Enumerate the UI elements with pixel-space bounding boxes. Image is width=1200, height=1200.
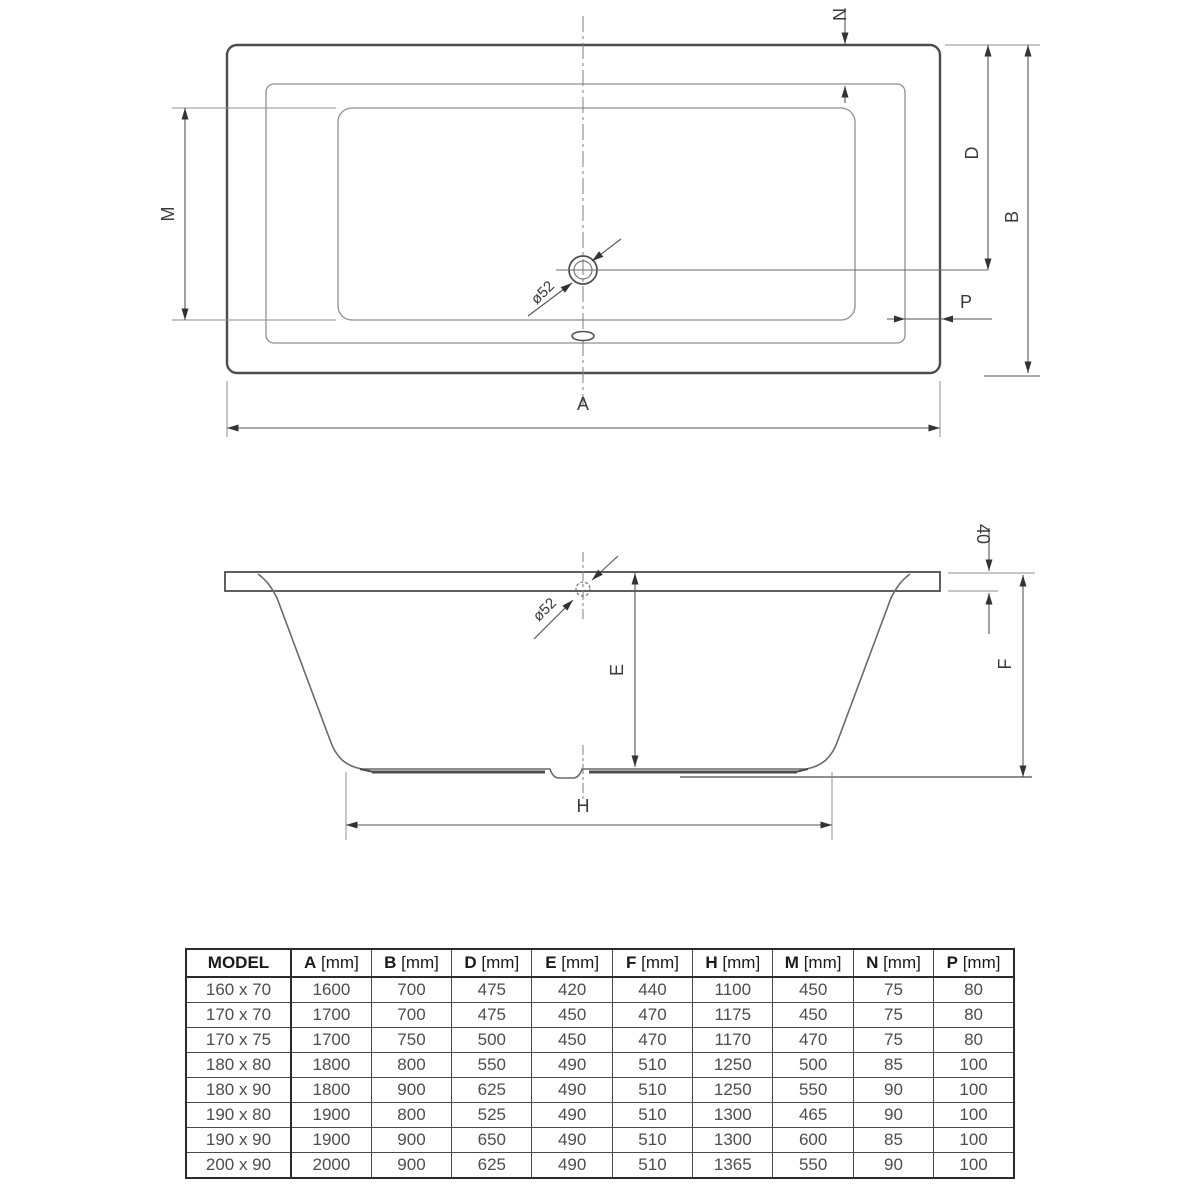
value-cell: 450	[773, 977, 853, 1003]
value-cell: 510	[612, 1128, 692, 1153]
value-cell: 75	[853, 1028, 933, 1053]
value-cell: 490	[532, 1103, 612, 1128]
tub-basin-outline	[338, 108, 855, 320]
table-header-row	[186, 949, 1014, 977]
value-cell: 500	[773, 1053, 853, 1078]
dim-label-m: M	[158, 206, 178, 222]
value-cell: 1600	[291, 977, 371, 1003]
value-cell: 1800	[291, 1078, 371, 1103]
table-row	[186, 1028, 1014, 1053]
value-cell: 500	[452, 1028, 532, 1053]
dim-label-n: N	[829, 8, 849, 21]
model-cell: 190 x 80	[186, 1103, 291, 1128]
dim-p-arrow-left	[894, 316, 905, 323]
value-cell: 510	[612, 1053, 692, 1078]
value-cell: 800	[371, 1053, 451, 1078]
value-cell: 475	[452, 1003, 532, 1028]
value-cell: 625	[452, 1078, 532, 1103]
column-header: MODEL	[186, 949, 291, 977]
column-header: A [mm]	[291, 949, 371, 977]
column-header: B [mm]	[371, 949, 451, 977]
dim-label-b: B	[1002, 210, 1022, 224]
value-cell: 470	[612, 1028, 692, 1053]
value-cell: 1300	[693, 1103, 773, 1128]
value-cell: 550	[773, 1153, 853, 1179]
value-cell: 1175	[693, 1003, 773, 1028]
value-cell: 420	[532, 977, 612, 1003]
value-cell: 75	[853, 1003, 933, 1028]
dim-p-arrow-right	[942, 316, 953, 323]
value-cell: 550	[452, 1053, 532, 1078]
value-cell: 85	[853, 1053, 933, 1078]
dim-label-h: H	[576, 796, 590, 816]
value-cell: 550	[773, 1078, 853, 1103]
value-cell: 1700	[291, 1003, 371, 1028]
value-cell: 1100	[693, 977, 773, 1003]
value-cell: 100	[934, 1153, 1014, 1179]
column-header: F [mm]	[612, 949, 692, 977]
column-header: E [mm]	[532, 949, 612, 977]
value-cell: 900	[371, 1153, 451, 1179]
value-cell: 1170	[693, 1028, 773, 1053]
value-cell: 800	[371, 1103, 451, 1128]
value-cell: 100	[934, 1053, 1014, 1078]
value-cell: 700	[371, 1003, 451, 1028]
value-cell: 490	[532, 1078, 612, 1103]
value-cell: 510	[612, 1103, 692, 1128]
diameter-callout-upper	[592, 239, 621, 261]
value-cell: 600	[773, 1128, 853, 1153]
table-row	[186, 1003, 1014, 1028]
table-row	[186, 1153, 1014, 1179]
value-cell: 90	[853, 1103, 933, 1128]
dim-label-f: F	[995, 658, 1015, 670]
value-cell: 90	[853, 1078, 933, 1103]
value-cell: 1900	[291, 1128, 371, 1153]
value-cell: 490	[532, 1153, 612, 1179]
table-row	[186, 1103, 1014, 1128]
dimensions-table	[185, 948, 1015, 1179]
tub-cross-section-outline	[258, 574, 910, 778]
value-cell: 1250	[693, 1078, 773, 1103]
value-cell: 490	[532, 1053, 612, 1078]
value-cell: 80	[934, 1028, 1014, 1053]
top-view	[158, 8, 1040, 437]
value-cell: 1900	[291, 1103, 371, 1128]
value-cell: 440	[612, 977, 692, 1003]
model-cell: 190 x 90	[186, 1128, 291, 1153]
table-body	[186, 977, 1014, 1178]
drain-diameter-label-side: ø52	[529, 594, 560, 625]
value-cell: 625	[452, 1153, 532, 1179]
table-row	[186, 977, 1014, 1003]
value-cell: 1800	[291, 1053, 371, 1078]
value-cell: 510	[612, 1078, 692, 1103]
value-cell: 450	[532, 1028, 612, 1053]
table-row	[186, 1053, 1014, 1078]
column-header: P [mm]	[934, 949, 1014, 977]
model-cell: 170 x 70	[186, 1003, 291, 1028]
value-cell: 470	[773, 1028, 853, 1053]
value-cell: 465	[773, 1103, 853, 1128]
value-cell: 475	[452, 977, 532, 1003]
column-header: H [mm]	[693, 949, 773, 977]
value-cell: 75	[853, 977, 933, 1003]
model-cell: 180 x 90	[186, 1078, 291, 1103]
value-cell: 1365	[693, 1153, 773, 1179]
value-cell: 900	[371, 1078, 451, 1103]
value-cell: 510	[612, 1153, 692, 1179]
value-cell: 2000	[291, 1153, 371, 1179]
column-header: D [mm]	[452, 949, 532, 977]
overflow-symbol	[572, 332, 594, 341]
value-cell: 100	[934, 1078, 1014, 1103]
dim-label-e: E	[607, 663, 627, 677]
value-cell: 470	[612, 1003, 692, 1028]
value-cell: 700	[371, 977, 451, 1003]
value-cell: 80	[934, 1003, 1014, 1028]
value-cell: 100	[934, 1103, 1014, 1128]
table-row	[186, 1078, 1014, 1103]
column-header: N [mm]	[853, 949, 933, 977]
dim-label-p: P	[959, 292, 973, 312]
value-cell: 450	[532, 1003, 612, 1028]
value-cell: 450	[773, 1003, 853, 1028]
value-cell: 1700	[291, 1028, 371, 1053]
value-cell: 80	[934, 977, 1014, 1003]
dim-label-a: A	[576, 394, 590, 414]
dim-label-40: 40	[973, 524, 993, 545]
table-row	[186, 1128, 1014, 1153]
value-cell: 900	[371, 1128, 451, 1153]
value-cell: 650	[452, 1128, 532, 1153]
value-cell: 525	[452, 1103, 532, 1128]
model-cell: 160 x 70	[186, 977, 291, 1003]
value-cell: 490	[532, 1128, 612, 1153]
value-cell: 90	[853, 1153, 933, 1179]
value-cell: 750	[371, 1028, 451, 1053]
tub-inner-rim-outline	[266, 84, 905, 343]
value-cell: 1300	[693, 1128, 773, 1153]
side-view	[225, 524, 1035, 840]
value-cell: 85	[853, 1128, 933, 1153]
model-cell: 200 x 90	[186, 1153, 291, 1179]
dim-label-d: D	[962, 146, 982, 160]
column-header: M [mm]	[773, 949, 853, 977]
model-cell: 180 x 80	[186, 1053, 291, 1078]
drain-diameter-label: ø52	[527, 277, 558, 308]
value-cell: 100	[934, 1128, 1014, 1153]
model-cell: 170 x 75	[186, 1028, 291, 1053]
value-cell: 1250	[693, 1053, 773, 1078]
